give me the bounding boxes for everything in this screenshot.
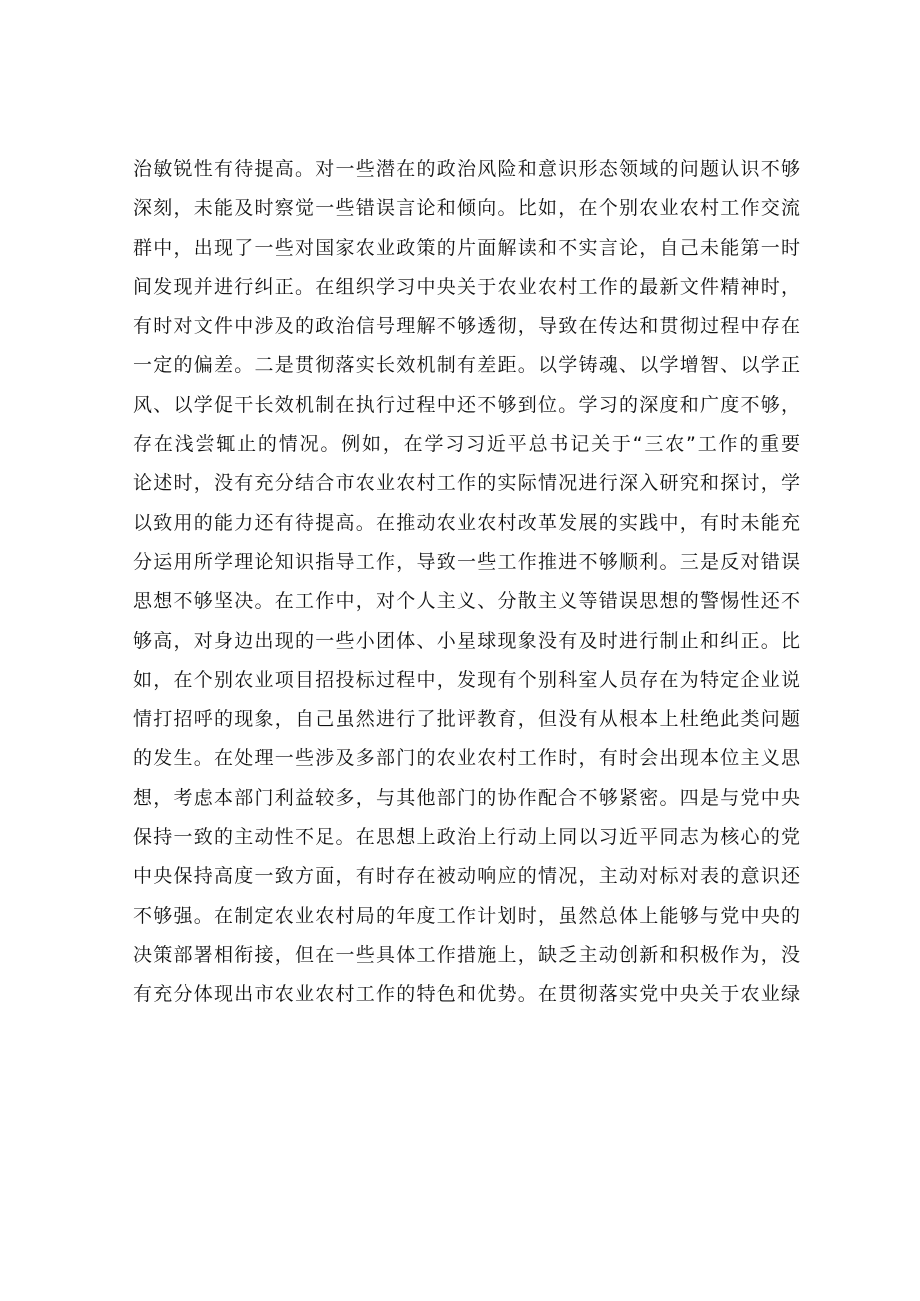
body-text xyxy=(133,150,800,1015)
text-line: 如，在个别农业项目招投标过程中，发现有个别科室人员存在为特定企业说 xyxy=(133,668,800,691)
text-line: 以致用的能力还有待提高。在推动农业农村改革发展的实践中，有时未能充 xyxy=(133,511,800,534)
text-line: 够高，对身边出现的一些小团体、小星球现象没有及时进行制止和纠正。比 xyxy=(133,629,800,652)
text-line: 深刻，未能及时察觉一些错误言论和倾向。比如，在个别农业农村工作交流 xyxy=(133,197,800,220)
text-line: 群中，出现了一些对国家农业政策的片面解读和不实言论，自己未能第一时 xyxy=(133,236,800,259)
text-line: 分运用所学理论知识指导工作，导致一些工作推进不够顺利。三是反对错误 xyxy=(133,550,800,573)
text-line: 有充分体现出市农业农村工作的特色和优势。在贯彻落实党中央关于农业绿 xyxy=(133,983,800,1006)
text-line: 中央保持高度一致方面，有时存在被动响应的情况，主动对标对表的意识还 xyxy=(133,865,800,888)
text-line: 决策部署相衔接，但在一些具体工作措施上，缺乏主动创新和积极作为，没 xyxy=(133,943,800,966)
text-line: 论述时，没有充分结合市农业农村工作的实际情况进行深入研究和探讨，学 xyxy=(133,472,800,495)
text-line: 风、以学促干长效机制在执行过程中还不够到位。学习的深度和广度不够， xyxy=(133,393,800,416)
text-line: 间发现并进行纠正。在组织学习中央关于农业农村工作的最新文件精神时， xyxy=(133,275,800,298)
text-line: 不够强。在制定农业农村局的年度工作计划时，虽然总体上能够与党中央的 xyxy=(133,904,800,927)
text-line: 保持一致的主动性不足。在思想上政治上行动上同以习近平同志为核心的党 xyxy=(133,826,800,849)
text-line: 存在浅尝辄止的情况。例如，在学习习近平总书记关于“三农”工作的重要 xyxy=(133,433,800,456)
text-line: 治敏锐性有待提高。对一些潜在的政治风险和意识形态领域的问题认识不够 xyxy=(133,158,800,180)
text-line: 的发生。在处理一些涉及多部门的农业农村工作时，有时会出现本位主义思 xyxy=(133,747,800,770)
text-line: 情打招呼的现象，自己虽然进行了批评教育，但没有从根本上杜绝此类问题 xyxy=(133,708,800,731)
text-line: 一定的偏差。二是贯彻落实长效机制有差距。以学铸魂、以学增智、以学正 xyxy=(133,354,800,377)
text-line: 有时对文件中涉及的政治信号理解不够透彻，导致在传达和贯彻过程中存在 xyxy=(133,315,800,338)
text-line: 思想不够坚决。在工作中，对个人主义、分散主义等错误思想的警惕性还不 xyxy=(133,590,800,613)
text-line: 想，考虑本部门利益较多，与其他部门的协作配合不够紧密。四是与党中央 xyxy=(133,786,800,809)
